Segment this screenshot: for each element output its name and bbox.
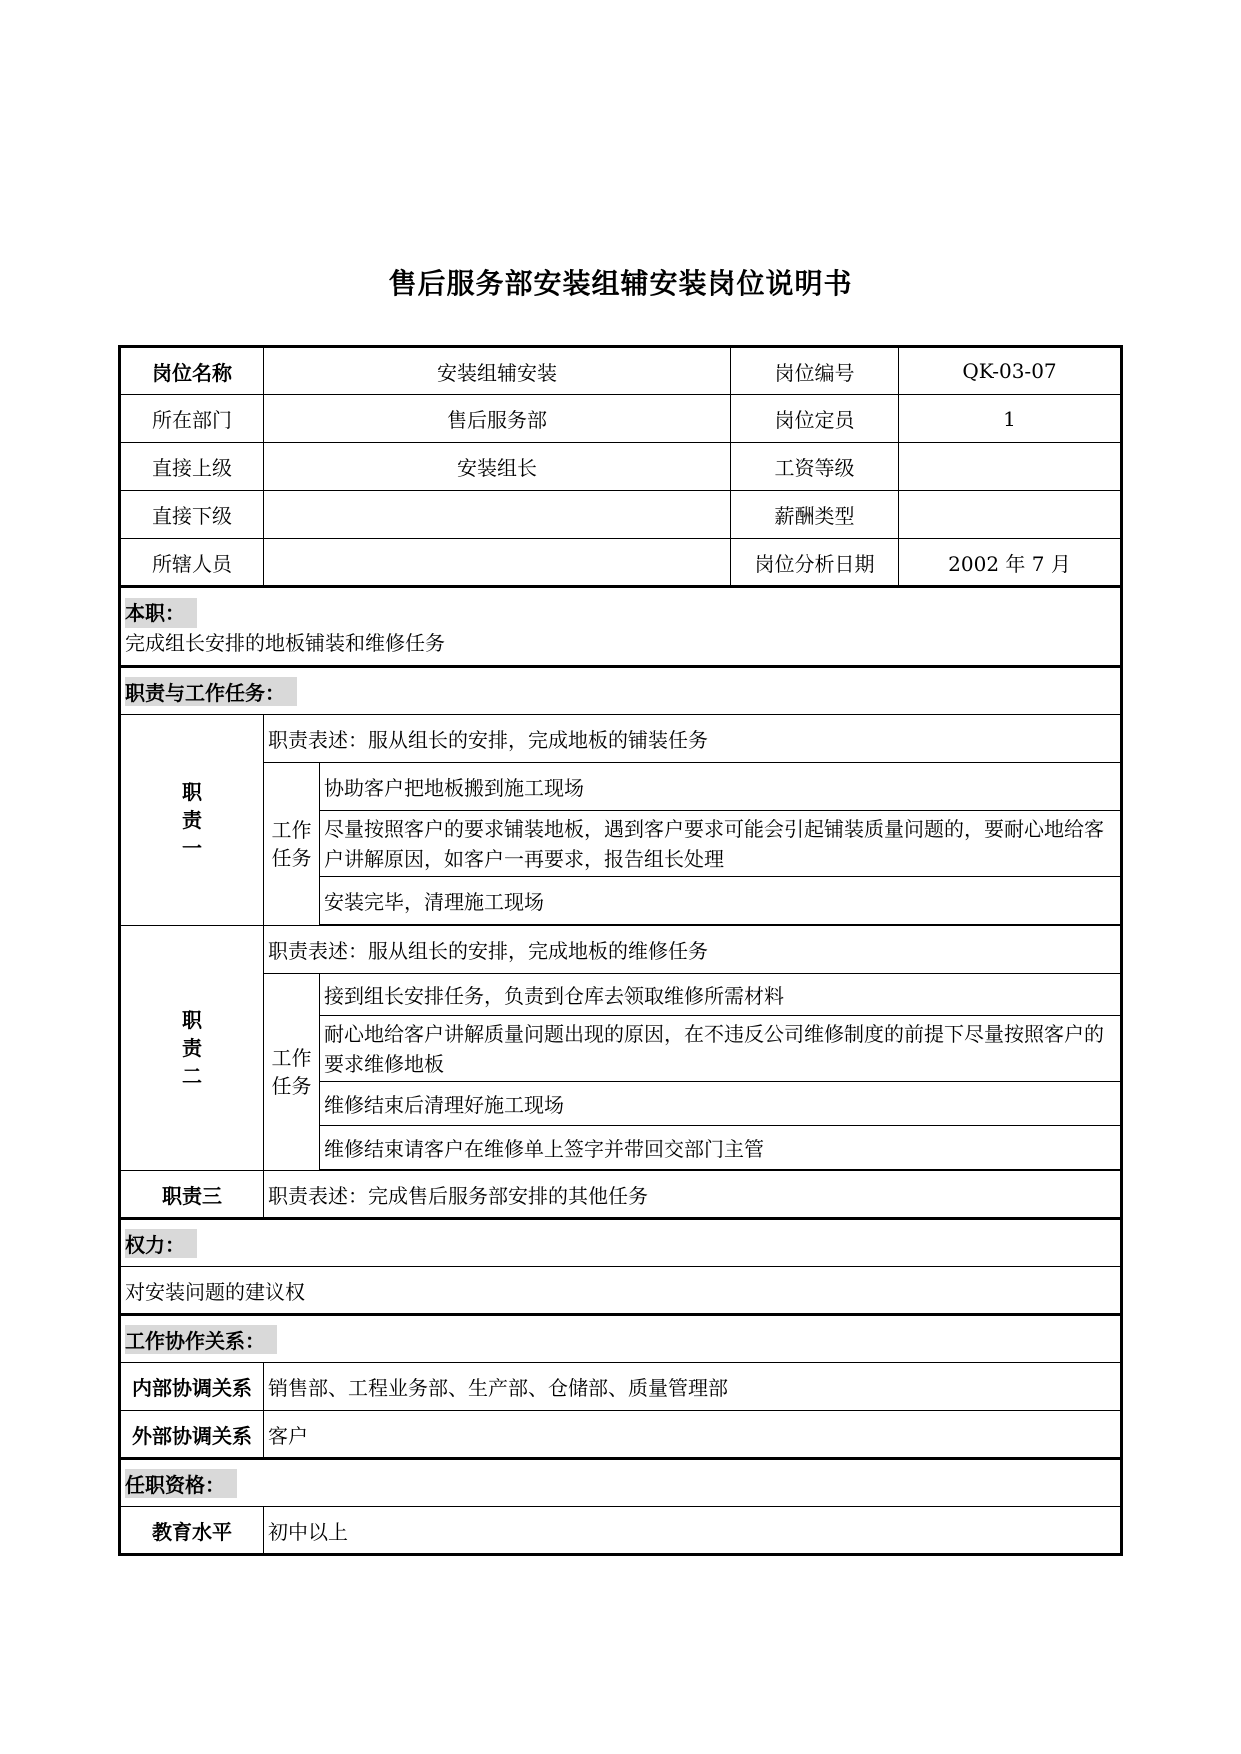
value-staff-managed (264, 539, 731, 587)
duty1-task-2: 尽量按照客户的要求铺装地板，遇到客户要求可能会引起铺装质量问题的，要耐心地给客户讲解原因，如客户一再要求，报告组长处理 (320, 811, 1122, 877)
label-headcount: 岗位定员 (731, 395, 899, 443)
internal-relations-label: 内部协调关系 (120, 1363, 264, 1411)
duty2-task-4: 维修结束请客户在维修单上签字并带回交部门主管 (320, 1126, 1122, 1170)
internal-relations-value: 销售部、工程业务部、生产部、仓储部、质量管理部 (264, 1363, 1122, 1411)
education-value: 初中以上 (264, 1507, 1122, 1555)
duty1-statement: 职责表述：服从组长的安排，完成地板的铺装任务 (264, 715, 1122, 763)
duties-header: 职责与工作任务： (125, 677, 297, 706)
qualification-header-row (120, 1459, 1122, 1507)
duty1-task-3: 安装完毕，清理施工现场 (320, 877, 1122, 925)
value-direct-superior: 安装组长 (264, 443, 731, 491)
duty3-label: 职责三 (120, 1171, 264, 1219)
duties-header-row (120, 667, 1122, 715)
label-direct-subordinate: 直接下级 (120, 491, 264, 539)
duty1-task-1: 协助客户把地板搬到施工现场 (320, 763, 1122, 811)
duty2-task-label: 工作 任务 (264, 974, 320, 1171)
value-department: 售后服务部 (264, 395, 731, 443)
relations-header: 工作协作关系： (125, 1325, 277, 1354)
benzhi-section (120, 587, 1122, 667)
duty1-label: 职 责 一 (120, 715, 264, 926)
page-title: 售后服务部安装组辅安装岗位说明书 (388, 267, 853, 300)
duty2-label: 职 责 二 (120, 926, 264, 1171)
label-direct-superior: 直接上级 (120, 443, 264, 491)
duty2-task-3: 维修结束后清理好施工现场 (320, 1082, 1122, 1126)
value-salary-grade (899, 443, 1122, 491)
value-analysis-date: 2002 年 7 月 (899, 539, 1122, 587)
education-label: 教育水平 (120, 1507, 264, 1555)
label-staff-managed: 所辖人员 (120, 539, 264, 587)
label-position-code: 岗位编号 (731, 347, 899, 395)
qualification-header: 任职资格： (125, 1469, 237, 1498)
value-pay-type (899, 491, 1122, 539)
duty2-statement: 职责表述：服从组长的安排，完成地板的维修任务 (264, 926, 1122, 974)
duty2-task-1: 接到组长安排任务，负责到仓库去领取维修所需材料 (320, 974, 1122, 1016)
label-department: 所在部门 (120, 395, 264, 443)
benzhi-header: 本职： (125, 598, 197, 628)
duty2-task-2: 耐心地给客户讲解质量问题出现的原因，在不违反公司维修制度的前提下尽量按照客户的要求维修地板 (320, 1016, 1122, 1082)
external-relations-label: 外部协调关系 (120, 1411, 264, 1459)
external-relations-value: 客户 (264, 1411, 1122, 1459)
value-position-code: QK-03-07 (899, 347, 1122, 395)
label-analysis-date: 岗位分析日期 (731, 539, 899, 587)
label-pay-type: 薪酬类型 (731, 491, 899, 539)
job-description-table (118, 345, 1123, 1556)
power-header-row (120, 1219, 1122, 1267)
duty1-task-label: 工作 任务 (264, 763, 320, 926)
power-text: 对安装问题的建议权 (120, 1267, 1122, 1315)
power-header: 权力： (125, 1229, 197, 1258)
label-salary-grade: 工资等级 (731, 443, 899, 491)
value-direct-subordinate (264, 491, 731, 539)
value-position-name: 安装组辅安装 (264, 347, 731, 395)
relations-header-row (120, 1315, 1122, 1363)
value-headcount: 1 (899, 395, 1122, 443)
duty3-statement: 职责表述：完成售后服务部安排的其他任务 (264, 1171, 1122, 1219)
benzhi-text: 完成组长安排的地板铺装和维修任务 (125, 631, 445, 655)
label-position-name: 岗位名称 (120, 347, 264, 395)
